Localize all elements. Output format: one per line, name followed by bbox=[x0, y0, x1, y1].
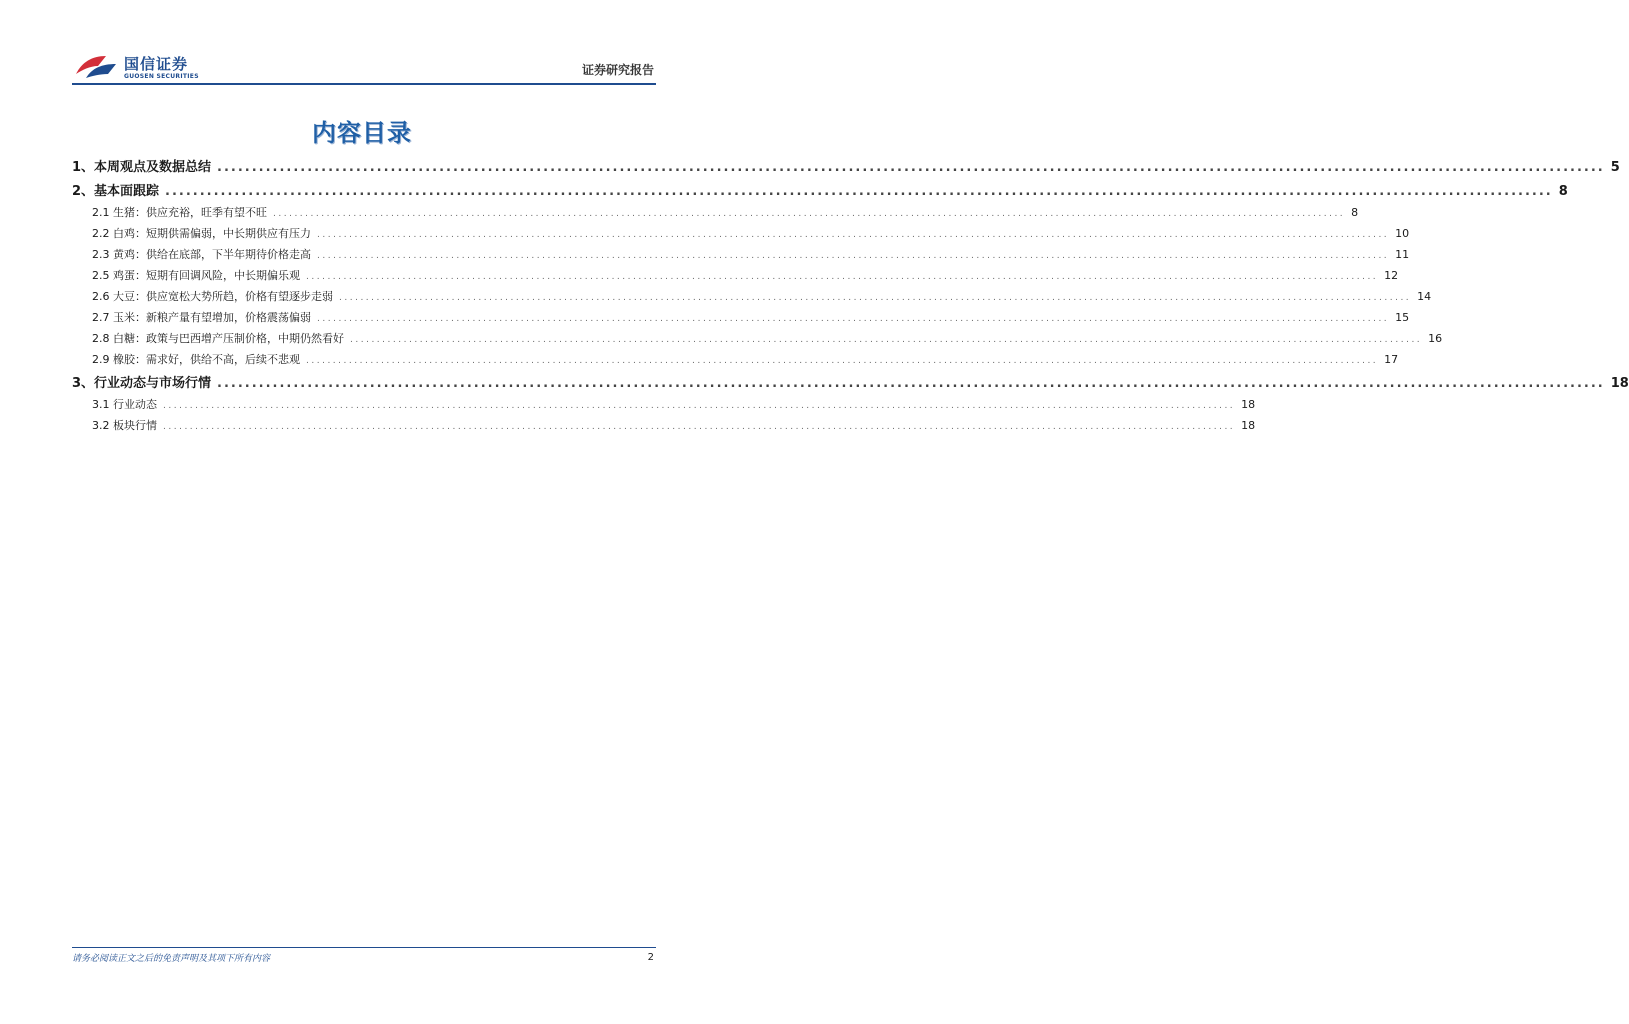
toc-leader-dots: ........................................................................................................................................................................................................ bbox=[163, 401, 1236, 411]
page-number: 2 bbox=[647, 952, 654, 963]
toc-entry-page: 5 bbox=[1610, 160, 1620, 175]
toc-entry[interactable] bbox=[72, 180, 1568, 204]
toc-entry-title: 2.3 黄鸡：供给在底部，下半年期待价格走高 bbox=[92, 248, 311, 261]
toc-entry[interactable] bbox=[72, 246, 1410, 267]
guosen-logo-icon bbox=[72, 52, 120, 80]
footer-divider bbox=[72, 947, 656, 948]
toc-entry-title: 3.2 板块行情 bbox=[92, 419, 157, 432]
toc-entry[interactable] bbox=[72, 417, 1256, 438]
toc-leader-dots: ........................................................................................................................................................................................................ bbox=[273, 209, 1346, 219]
toc-leader-dots: ........................................................................................................................................................................................................ bbox=[317, 230, 1390, 240]
toc-leader-dots: ........................................................................................................................................................................................................ bbox=[306, 356, 1379, 366]
toc-entry-page: 14 bbox=[1417, 290, 1432, 303]
toc-entry-page: 17 bbox=[1384, 353, 1399, 366]
toc-entry-page: 16 bbox=[1428, 332, 1443, 345]
toc-entry-page: 15 bbox=[1395, 311, 1410, 324]
toc-entry-page: 11 bbox=[1395, 248, 1410, 261]
toc-leader-dots: ........................................................................................................................................................................................................ bbox=[163, 422, 1236, 432]
toc-entry-title: 2、基本面跟踪 bbox=[72, 184, 160, 199]
toc-entry[interactable] bbox=[72, 309, 1410, 330]
header-divider bbox=[72, 83, 656, 85]
toc-entry-page: 18 bbox=[1241, 398, 1256, 411]
logo-english-name: GUOSEN SECURITIES bbox=[124, 73, 199, 80]
toc-entry-title: 2.6 大豆：供应宽松大势所趋，价格有望逐步走弱 bbox=[92, 290, 333, 303]
footer-disclaimer: 请务必阅读正文之后的免责声明及其项下所有内容 bbox=[72, 954, 271, 964]
toc-entry[interactable] bbox=[72, 225, 1410, 246]
toc-entry-title: 1、本周观点及数据总结 bbox=[72, 160, 212, 175]
toc-entry-title: 2.7 玉米：新粮产量有望增加，价格震荡偏弱 bbox=[92, 311, 311, 324]
toc-entry-title: 2.2 白鸡：短期供需偏弱，中长期供应有压力 bbox=[92, 227, 311, 240]
toc-entry-title: 2.9 橡胶：需求好，供给不高，后续不悲观 bbox=[92, 353, 300, 366]
table-of-contents bbox=[72, 156, 1629, 438]
toc-entry[interactable] bbox=[72, 396, 1256, 417]
toc-entry[interactable] bbox=[72, 351, 1399, 372]
toc-leader-dots: ........................................................................................................................................................................................................ bbox=[339, 293, 1412, 303]
toc-entry-page: 8 bbox=[1351, 206, 1359, 219]
toc-entry-title: 2.1 生猪：供应充裕，旺季有望不旺 bbox=[92, 206, 267, 219]
toc-entry-title: 3、行业动态与市场行情 bbox=[72, 376, 212, 391]
toc-leader-dots: ........................................................................................................................................................................................................ bbox=[217, 376, 1605, 391]
toc-entry-page: 18 bbox=[1241, 419, 1256, 432]
toc-entry[interactable] bbox=[72, 330, 1443, 351]
logo-chinese-name: 国信证券 bbox=[124, 55, 189, 73]
toc-leader-dots: ........................................................................................................................................................................................................ bbox=[350, 335, 1423, 345]
toc-entry-page: 18 bbox=[1610, 376, 1629, 391]
toc-entry[interactable] bbox=[72, 372, 1629, 396]
toc-entry[interactable] bbox=[72, 156, 1620, 180]
toc-leader-dots: ........................................................................................................................................................................................................ bbox=[317, 314, 1390, 324]
toc-entry-page: 12 bbox=[1384, 269, 1399, 282]
toc-entry-title: 3.1 行业动态 bbox=[92, 398, 157, 411]
toc-entry-page: 10 bbox=[1395, 227, 1410, 240]
report-type-label: 证券研究报告 bbox=[581, 63, 654, 77]
toc-entry-title: 2.8 白糖：政策与巴西增产压制价格，中期仍然看好 bbox=[92, 332, 344, 345]
toc-leader-dots: ........................................................................................................................................................................................................ bbox=[306, 272, 1379, 282]
company-logo bbox=[72, 50, 212, 84]
toc-entry-title: 2.5 鸡蛋：短期有回调风险，中长期偏乐观 bbox=[92, 269, 300, 282]
toc-leader-dots: ........................................................................................................................................................................................................ bbox=[317, 251, 1390, 261]
toc-leader-dots: ........................................................................................................................................................................................................ bbox=[165, 184, 1553, 199]
toc-entry[interactable] bbox=[72, 288, 1432, 309]
toc-leader-dots: ........................................................................................................................................................................................................ bbox=[217, 160, 1605, 175]
toc-entry[interactable] bbox=[72, 204, 1359, 225]
toc-title: 内容目录 bbox=[312, 119, 412, 147]
toc-entry[interactable] bbox=[72, 267, 1399, 288]
toc-entry-page: 8 bbox=[1558, 184, 1568, 199]
